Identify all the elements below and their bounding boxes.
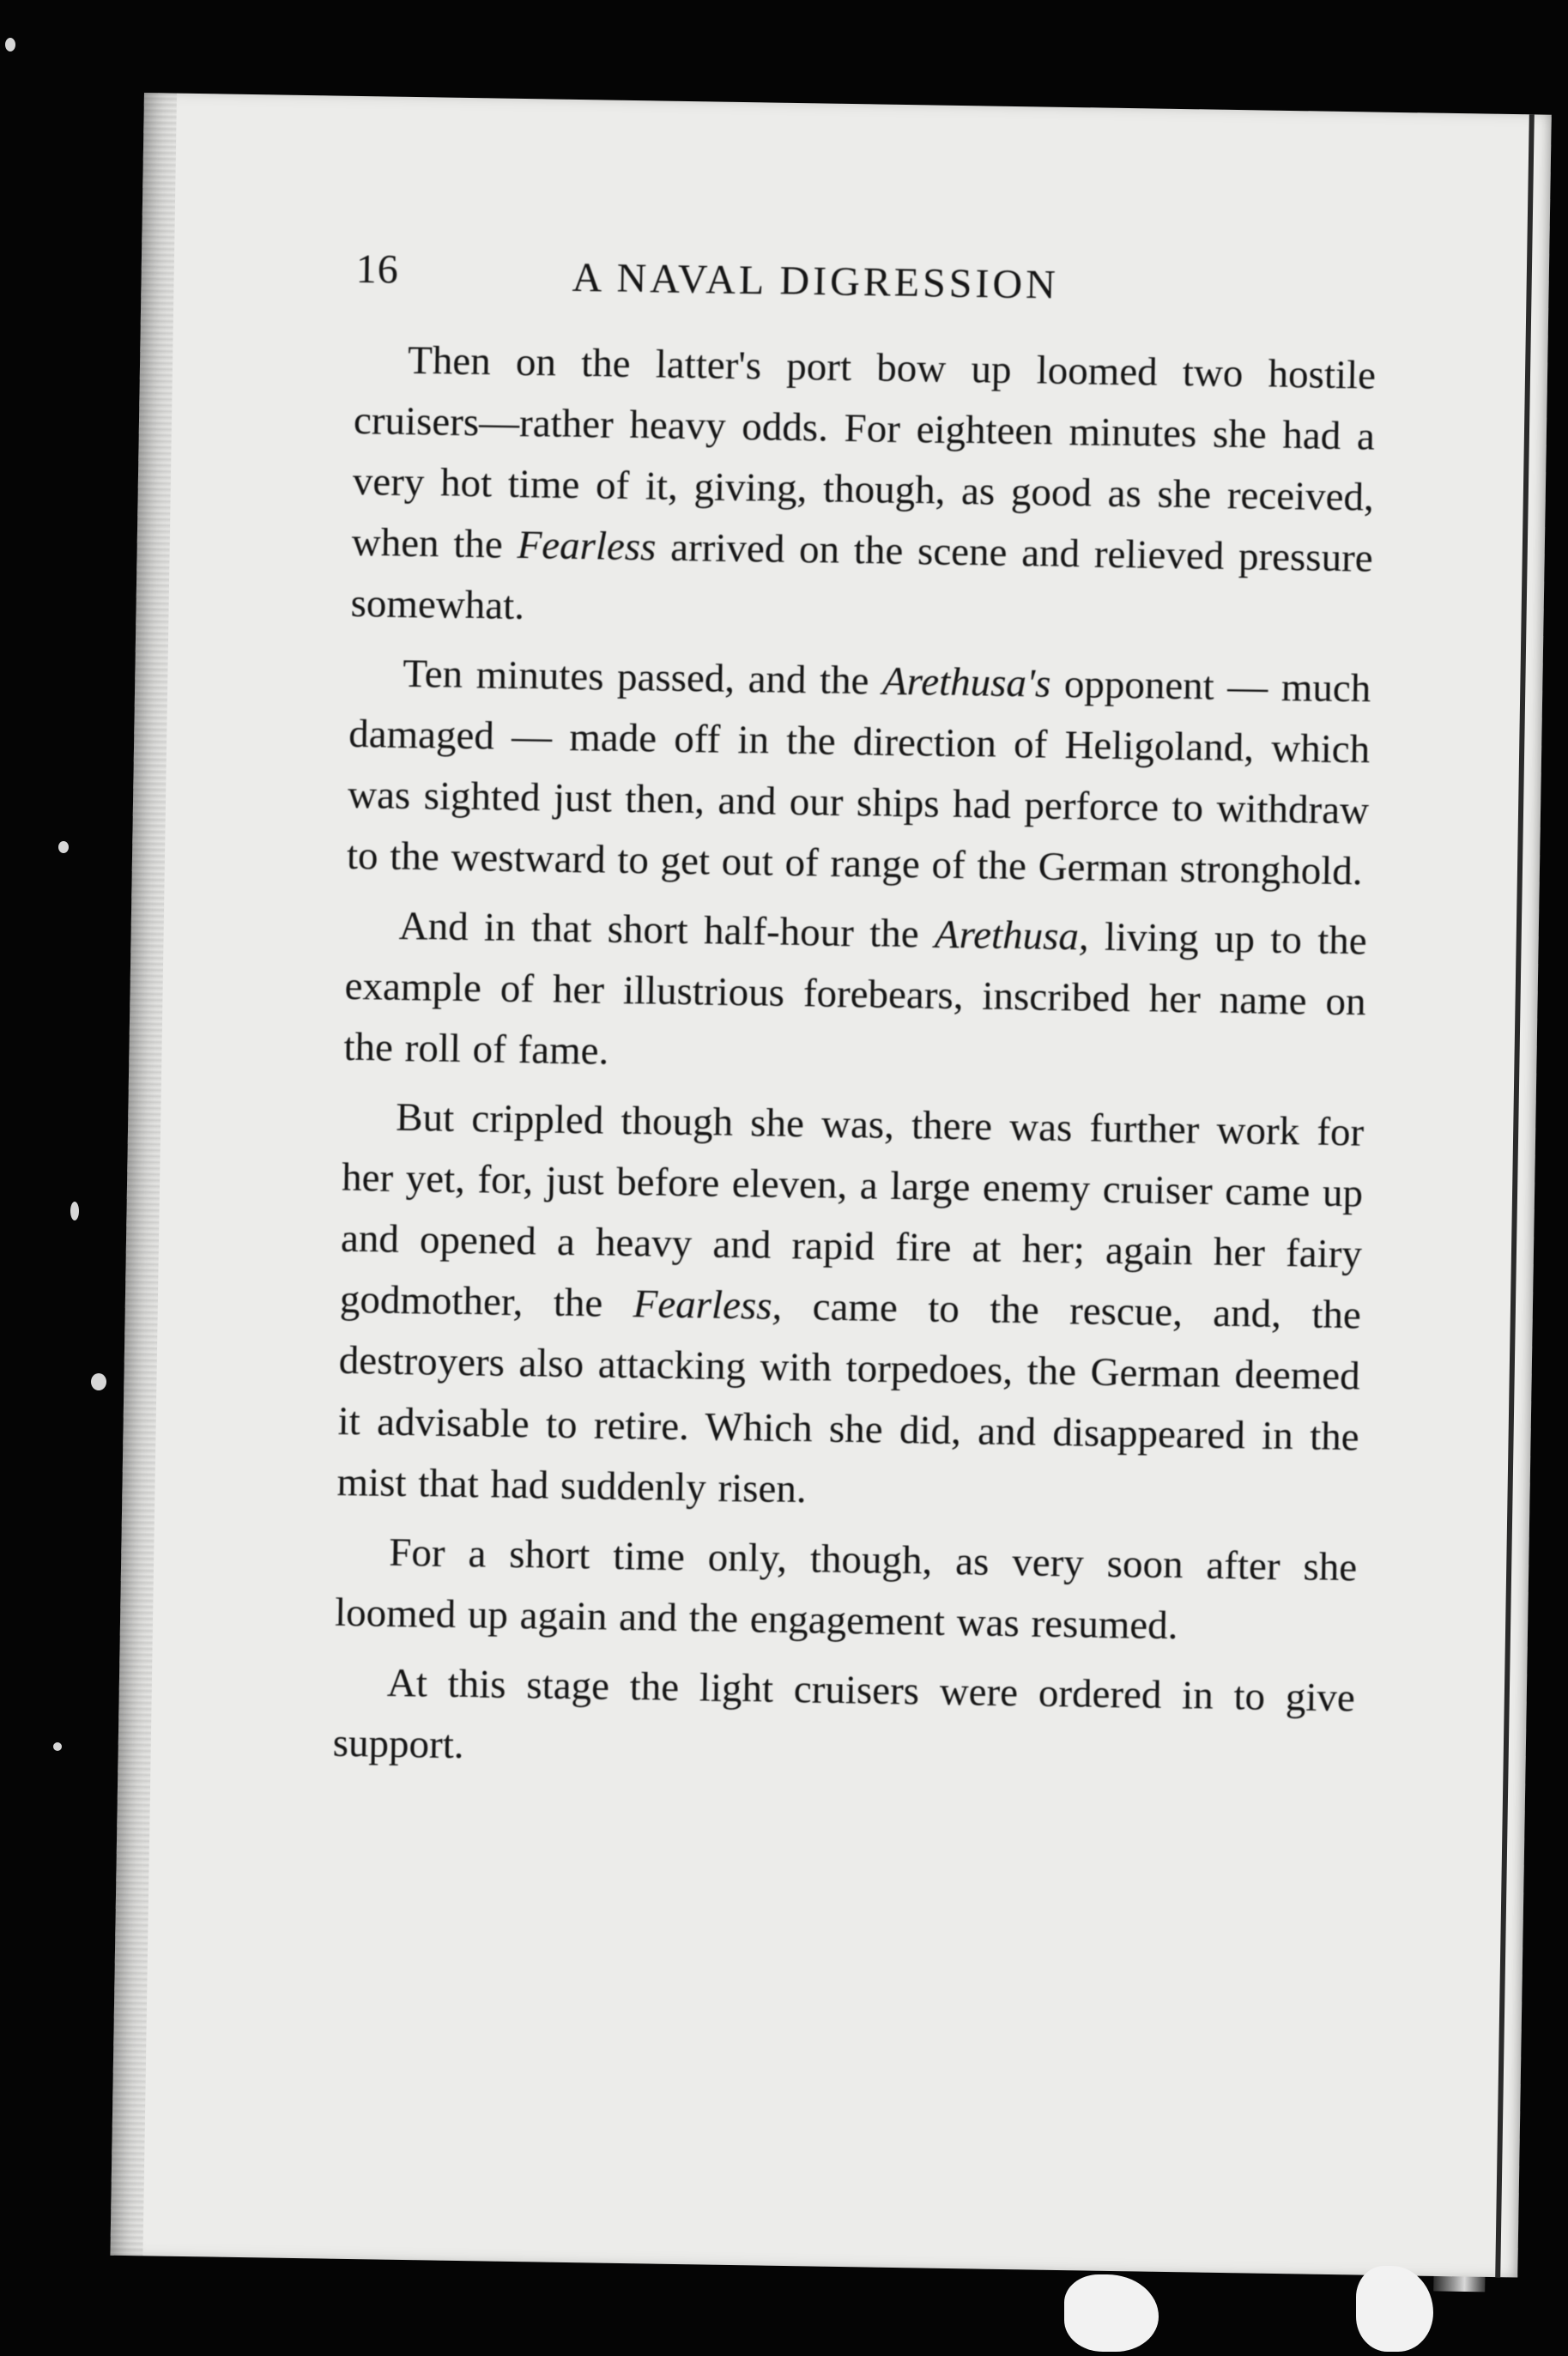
paragraph-3: And in that short half-hour the Arethusa, living up to the example of her illustrious forebears, inscribed her name on the roll of fame. (343, 903, 1368, 1074)
dust-speck (5, 38, 15, 51)
book-page (110, 93, 1551, 2277)
paper-blot (1356, 2266, 1433, 2352)
dust-speck (53, 1742, 62, 1751)
ship-name: Arethusa's (881, 658, 1051, 706)
running-head (355, 240, 1377, 334)
ship-name: Fearless, (633, 1281, 783, 1329)
ship-name: Fearless (517, 522, 657, 570)
paragraph-5: For a short time only, though, as very soon after she loomed up again and the engagement was resumed. (334, 1529, 1358, 1649)
text-block (332, 240, 1377, 1798)
dust-speck (70, 1202, 79, 1220)
paragraph-6: At this stage the light cruisers were ordered in to give support. (332, 1660, 1356, 1768)
paragraph-2: Ten minutes passed, and the Arethusa's opponent — much damaged — made off in the direction of Heligoland, which was sighted just then, and our ships had perforce to withdraw to the westward to get out of range of the German stronghold. (346, 651, 1371, 894)
ship-name: Arethusa, (934, 912, 1090, 960)
dust-speck (91, 1373, 106, 1390)
paragraph-4: But crippled though she was, there was further work for her yet, for, just before eleven, a large enemy cruiser came up and opened a heavy and rapid fire at her; again her fairy godmother, the Fearless, came to the rescue, and, the destroyers also attacking with torpedoes, the German deemed it advisable to retire. Which she did, and disappeared in the mist that had suddenly risen. (336, 1094, 1365, 1512)
running-title: A NAVAL DIGRESSION (572, 254, 1060, 308)
page-number: 16 (355, 245, 400, 293)
dust-speck (58, 841, 69, 853)
paragraph-1: Then on the latter's port bow up loomed two hostile cruisers—rather heavy odds. For eighteen minutes she had a very hot time of it, giving, though, as good as she received, when the Fearless arrived on the scene and relieved pressure somewhat. (350, 337, 1377, 629)
paper-blot (1064, 2274, 1159, 2352)
